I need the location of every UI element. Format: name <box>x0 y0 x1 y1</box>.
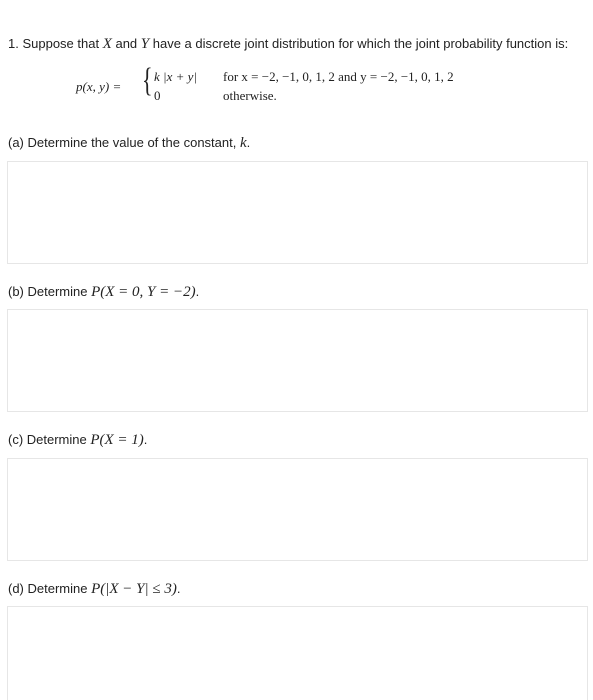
question-and: and <box>111 36 141 51</box>
part-c-answer-box[interactable] <box>7 458 588 561</box>
part-b-answer-box[interactable] <box>7 309 588 412</box>
part-a-math: k <box>239 135 247 151</box>
part-b-label <box>8 284 199 300</box>
part-d-end: . <box>176 581 181 596</box>
question-text <box>8 36 568 52</box>
part-d-text: (d) Determine <box>8 581 92 596</box>
part-a-answer-box[interactable] <box>7 161 588 264</box>
formula-case2-expression: 0 <box>154 88 161 103</box>
formula-case1-expression: k |x + y| <box>154 69 197 84</box>
part-d-label <box>8 581 180 597</box>
formula-case1-condition-prefix: for <box>223 69 242 84</box>
part-a-text: (a) Determine the value of the constant, <box>8 135 240 150</box>
part-b-text: (b) Determine <box>8 284 92 299</box>
part-c-math: P(X = 1) <box>90 432 144 448</box>
part-a-label <box>8 135 250 151</box>
formula-lhs: p(x, y) = <box>76 79 122 94</box>
part-b-math: P(X = 0, Y = −2) <box>91 284 196 300</box>
part-c-end: . <box>143 432 148 447</box>
formula-case2-condition: otherwise. <box>223 88 277 103</box>
part-d-math: P(|X − Y| ≤ 3) <box>91 581 177 597</box>
variable-x: X <box>102 36 112 52</box>
part-d-answer-box[interactable] <box>7 606 588 700</box>
part-a-end: . <box>246 135 251 150</box>
question-suffix: have a discrete joint distribution for which the joint probability function is: <box>149 36 569 51</box>
question-prefix: 1. Suppose that <box>8 36 103 51</box>
part-c-label <box>8 432 147 448</box>
formula-brace: { <box>142 62 153 99</box>
part-c-text: (c) Determine <box>8 432 91 447</box>
part-b-end: . <box>195 284 200 299</box>
formula-case1-condition <box>223 69 454 85</box>
variable-y: Y <box>140 36 150 52</box>
formula-case1-condition-text: x = −2, −1, 0, 1, 2 and y = −2, −1, 0, 1, 2 <box>241 69 454 84</box>
